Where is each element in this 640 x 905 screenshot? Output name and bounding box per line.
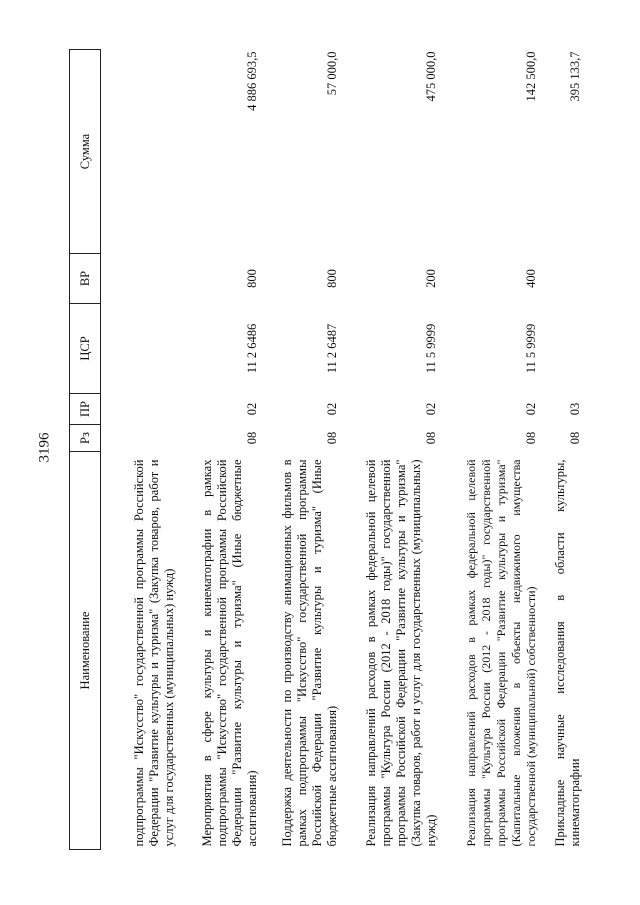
row-pr bbox=[101, 394, 179, 425]
row-pr: 02 bbox=[324, 402, 339, 416]
table-row bbox=[179, 50, 262, 850]
header-pr: ПР bbox=[70, 394, 101, 425]
row-pr: 02 bbox=[244, 402, 259, 416]
row-csr: 11 5 9999 bbox=[523, 323, 538, 374]
rotated-budget-table-container bbox=[69, 50, 609, 850]
page-number: 3196 bbox=[36, 432, 53, 463]
row-vr: 800 bbox=[244, 269, 259, 288]
row-csr bbox=[101, 304, 179, 394]
row-vr: 800 bbox=[324, 269, 339, 288]
row-sum: 57 000,0 bbox=[324, 51, 339, 96]
row-vr: 400 bbox=[523, 269, 538, 288]
table-row bbox=[342, 50, 441, 850]
row-rz: 08 bbox=[567, 431, 582, 445]
row-name: Реализация направлений расходов в рамках федеральной целевой программы "Культура России (2012 - 2018 годы)" государственной программы Российской Федерации "Развитие культуры и туризма" (Капитальные вложения в объекты недвижимого имущества государственной (муниципальной) собственности) bbox=[463, 459, 538, 847]
header-sum: Сумма bbox=[70, 50, 101, 254]
row-rz: 08 bbox=[423, 431, 438, 445]
row-name: подпрограммы "Искусство" государственной программы Российской Федерации "Развитие культуры и туризма" (Закупка товаров, работ и услуг для государственных (муниципальных) нужд) bbox=[131, 459, 176, 847]
row-sum: 142 500,0 bbox=[523, 51, 538, 102]
row-rz: 08 bbox=[324, 431, 339, 445]
row-rz: 08 bbox=[244, 431, 259, 445]
header-vr: ВР bbox=[70, 254, 101, 304]
row-sum: 4 886 693,5 bbox=[244, 51, 259, 111]
row-vr bbox=[101, 254, 179, 304]
budget-table bbox=[69, 49, 585, 850]
header-name: Наименование bbox=[70, 452, 101, 850]
row-csr: 11 2 6486 bbox=[244, 323, 259, 374]
row-rz: 08 bbox=[523, 431, 538, 445]
row-name: Прикладные научные исследования в области культуры, кинематографии bbox=[552, 459, 582, 847]
table-row bbox=[441, 50, 541, 850]
table-header-row bbox=[70, 50, 101, 850]
row-pr: 02 bbox=[523, 402, 538, 416]
row-csr: 11 5 9999 bbox=[423, 323, 438, 374]
row-csr bbox=[541, 304, 585, 394]
row-pr: 03 bbox=[567, 402, 582, 416]
row-name: Поддержка деятельности по производству анимационных фильмов в рамках подпрограммы "Искусство" государственной программы Российской Федерации "Развитие культуры и туризма" (Иные бюджетные ассигнования) bbox=[279, 459, 339, 847]
row-sum bbox=[101, 50, 179, 254]
row-name: Мероприятия в сфере культуры и кинематографии в рамках подпрограммы "Искусство" государственной программы Российской Федерации "Развитие культуры и туризма" (Иные бюджетные ассигнования) bbox=[199, 459, 259, 847]
row-vr bbox=[541, 254, 585, 304]
table-row bbox=[101, 50, 179, 850]
row-name: Реализация направлений расходов в рамках федеральной целевой программы "Культура России (2012 - 2018 годы)" государственной программы Российской Федерации "Развитие культуры и туризма" (Закупка товаров, работ и услуг для государственных (муниципальных) нужд) bbox=[363, 459, 438, 847]
row-rz bbox=[101, 425, 179, 452]
row-sum: 395 133,7 bbox=[567, 51, 582, 102]
table-row bbox=[262, 50, 342, 850]
row-pr: 02 bbox=[423, 402, 438, 416]
header-csr: ЦСР bbox=[70, 304, 101, 394]
row-vr: 200 bbox=[423, 269, 438, 288]
table-row bbox=[541, 50, 585, 850]
header-rz: Рз bbox=[70, 425, 101, 452]
row-sum: 475 000,0 bbox=[423, 51, 438, 102]
row-csr: 11 2 6487 bbox=[324, 323, 339, 374]
